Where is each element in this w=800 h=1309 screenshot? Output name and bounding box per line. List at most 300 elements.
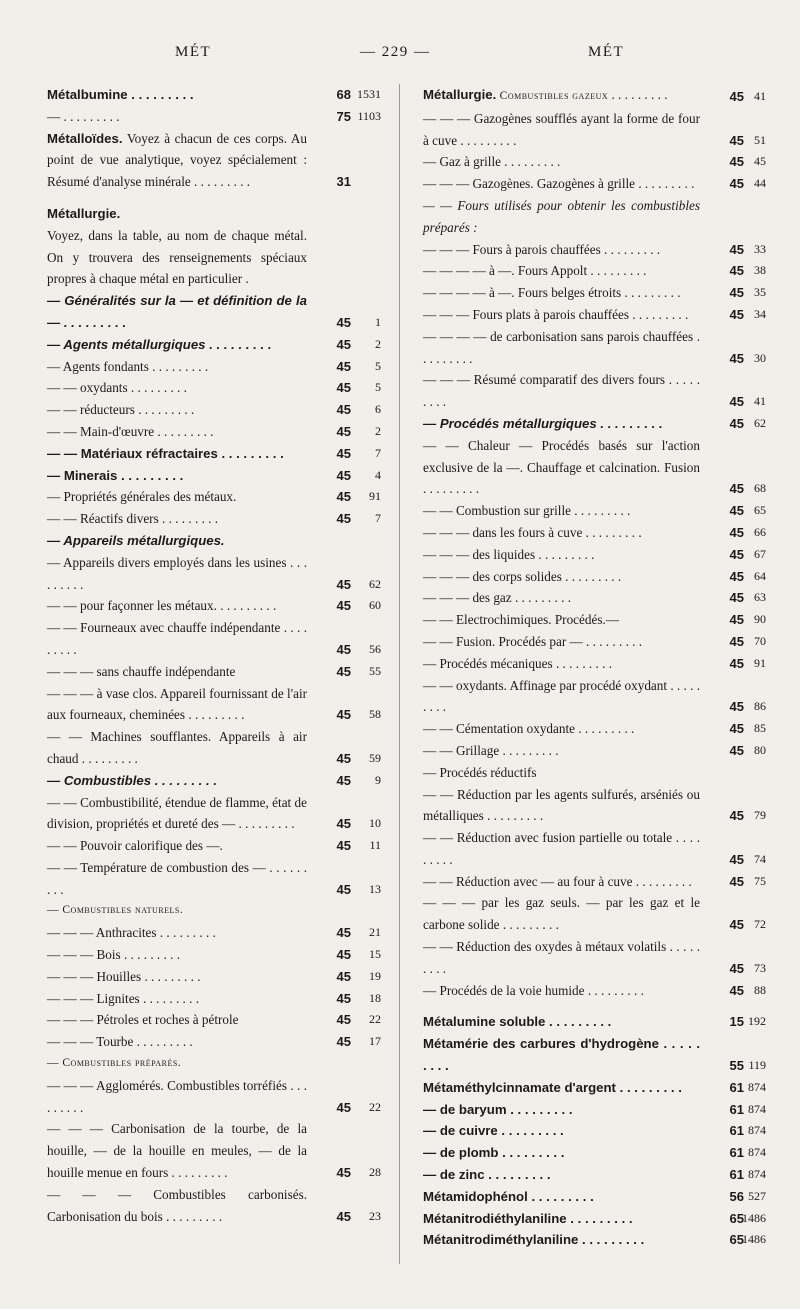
entry-text: — — Electrochimiques. Procédés.—: [423, 612, 619, 628]
page-reference: 15: [369, 947, 381, 962]
page-reference: 874: [748, 1123, 766, 1138]
index-entry: [47, 1031, 381, 1053]
entry-text: — — Matériaux réfractaires . . . . . . . . .: [47, 445, 284, 461]
page-reference: 86: [754, 699, 766, 714]
volume-number: 45: [336, 598, 351, 614]
index-entry: [47, 1118, 381, 1183]
volume-number: 45: [336, 1165, 351, 1181]
page-reference: 527: [748, 1188, 766, 1203]
volume-number: 45: [729, 721, 744, 737]
page-reference: 91: [754, 655, 766, 670]
index-entry: [47, 465, 381, 487]
index-entry: [47, 792, 381, 836]
entry-text: Métalloïdes. Voyez à chacun de ces corps. Au point de vue analytique, voyez spécialement : Résumé d'analyse minérale . . . . . . . . .: [47, 130, 307, 190]
entry-text: — — Réduction par les agents sulfurés, arséniés ou métalliques . . . . . . . . .: [423, 786, 700, 824]
dot-leader: . . . . . . . . .: [511, 590, 571, 606]
index-entry: [47, 290, 381, 334]
dot-leader: . . . . . . . . .: [535, 546, 595, 562]
dot-leader: . . . . . . . . .: [484, 1167, 551, 1183]
entry-text: — Appareils métallurgiques.: [47, 532, 225, 548]
entry-text: — — oxydants . . . . . . . . .: [47, 380, 187, 396]
volume-number: 45: [336, 641, 351, 657]
page-reference: 51: [754, 132, 766, 147]
entry-text: — de plomb . . . . . . . . .: [423, 1145, 565, 1161]
entry-text: — — — dans les fours à cuve . . . . . . . . .: [423, 524, 642, 540]
entry-text: — — — Gazogènes soufflés ayant la forme de four à cuve . . . . . . . . .: [423, 110, 700, 148]
page-reference: 22: [369, 1012, 381, 1027]
index-entry: [423, 892, 770, 936]
index-entry: [47, 966, 381, 988]
dot-leader: . . . . . . . . .: [566, 1210, 633, 1226]
entry-text: — — — Pétroles et roches à pétrole: [47, 1012, 239, 1028]
dot-leader: . . . . . . . . .: [151, 772, 217, 788]
entry-text: Métallurgie. Combustibles gazeux . . . . . . . . .: [423, 87, 668, 102]
index-entry: [423, 1099, 770, 1121]
volume-number: 45: [729, 808, 744, 824]
entry-text: — — — des liquides . . . . . . . . .: [423, 546, 595, 562]
page-reference: 21: [369, 925, 381, 940]
volume-number: 45: [729, 851, 744, 867]
dot-leader: . . . . . . . . .: [423, 677, 700, 715]
page-reference: 60: [369, 598, 381, 613]
page-reference: 66: [754, 524, 766, 539]
page-reference: 56: [369, 641, 381, 656]
volume-number: 45: [729, 546, 744, 562]
index-entry: [47, 443, 381, 465]
entry-text: — — — des corps solides . . . . . . . . .: [423, 568, 622, 584]
volume-number: 45: [729, 524, 744, 540]
volume-number: 55: [729, 1058, 744, 1074]
entry-text: — Combustibles . . . . . . . . .: [47, 772, 217, 788]
index-entry: [47, 835, 381, 857]
dot-leader: . . . . . . . . .: [628, 306, 689, 322]
page-reference: 33: [754, 241, 766, 256]
entry-text: — — Fourneaux avec chauffe indépendante . . . . . . . . .: [47, 620, 308, 657]
volume-number: 45: [729, 481, 744, 497]
entry-text: — Combustibles naturels.: [47, 904, 184, 917]
entry-text: — — Combustion sur grille . . . . . . . . .: [423, 503, 631, 519]
page-reference: 44: [754, 176, 766, 191]
dot-leader: . . . . . . . . .: [158, 511, 219, 527]
dot-leader: . . . . . . . . .: [127, 380, 187, 396]
entry-text: — — — Combustibles carbonisés. Carbonisation du bois . . . . . . . . .: [47, 1186, 307, 1224]
entry-text: — — Cémentation oxydante . . . . . . . . .: [423, 721, 635, 737]
dot-leader: . . . . . . . . .: [217, 445, 284, 461]
page-reference: 874: [748, 1101, 766, 1116]
page-reference: 55: [369, 663, 381, 678]
volume-number: 45: [729, 306, 744, 322]
page-reference: 59: [369, 750, 381, 765]
index-entry: [47, 486, 381, 508]
index-entry: [423, 653, 770, 675]
volume-number: 45: [729, 568, 744, 584]
entry-text: — — Chaleur — Procédés basés sur l'action exclusive de la —. Chauffage et calcination. Fusion . . . . . . . . .: [423, 437, 700, 497]
index-entry: [423, 260, 770, 282]
dot-leader: . . . . . . . . .: [600, 241, 661, 257]
index-entry: [47, 399, 381, 421]
index-entry: [47, 356, 381, 378]
volume-number: 45: [336, 467, 351, 483]
index-entry: [423, 84, 770, 108]
dot-leader: . . . . . . . . .: [615, 1079, 682, 1095]
volume-number: 45: [729, 394, 744, 410]
index-entry: [423, 522, 770, 544]
entry-text: — Appareils divers employés dans les usines . . . . . . . . .: [47, 554, 307, 592]
entry-text: — — Combustibilité, étendue de flamme, état de division, propriétés et dureté des — . . . . . . . . .: [47, 794, 307, 832]
index-entry: [423, 1164, 770, 1186]
page-reference: 2: [375, 423, 381, 438]
page-reference: 7: [375, 445, 381, 460]
volume-number: 45: [336, 1034, 351, 1050]
page-reference: 5: [375, 358, 381, 373]
page-reference: 19: [369, 968, 381, 983]
index-entry: [47, 225, 377, 290]
dot-leader: . . . . . . . . .: [499, 742, 559, 758]
dot-leader: . . . . . . . . .: [621, 285, 681, 301]
volume-number: 45: [336, 489, 351, 505]
volume-number: 61: [729, 1101, 744, 1117]
page-reference: 9: [375, 772, 381, 787]
entry-text: — Généralités sur la — et définition de la — . . . . . . . . .: [47, 293, 307, 330]
index-entry: [423, 239, 770, 261]
page-reference: 72: [754, 917, 766, 932]
index-entry: [47, 726, 381, 770]
volume-number: 45: [729, 982, 744, 998]
index-entry: [47, 857, 381, 901]
volume-number: 45: [729, 415, 744, 431]
header-right-keyword: MÉT: [588, 44, 625, 60]
entry-text: — Combustibles préparés.: [47, 1057, 182, 1070]
page-reference: 17: [369, 1034, 381, 1049]
dot-leader: . . . . . . . . .: [141, 968, 201, 984]
index-entry: [47, 1009, 381, 1031]
page-reference: 874: [748, 1145, 766, 1160]
volume-number: 68: [336, 87, 351, 102]
volume-number: 45: [336, 816, 351, 832]
page-reference: 73: [754, 960, 766, 975]
dot-leader: . . . . . . . . .: [47, 554, 307, 592]
index-entry: [423, 151, 770, 173]
entry-text: Métalbumine . . . . . . . . .: [47, 87, 194, 102]
page-reference: 13: [369, 881, 381, 896]
entry-text: — — — à vase clos. Appareil fournissant de l'air aux fourneaux, cheminées . . . . . . . . .: [47, 685, 307, 723]
entry-text: — . . . . . . . . .: [47, 108, 120, 124]
index-entry: [423, 326, 770, 370]
page-reference: 68: [754, 481, 766, 496]
page-reference: 58: [369, 707, 381, 722]
entry-text: — — Réduction des oxydes à métaux volatils . . . . . . . . .: [423, 939, 700, 976]
entry-text: — — Fusion. Procédés par — . . . . . . . . .: [423, 633, 643, 649]
index-entry: [423, 740, 770, 762]
index-entry: [47, 683, 381, 727]
page-reference: 1: [375, 314, 381, 329]
index-entry: [423, 1033, 770, 1077]
index-entry: [47, 1053, 377, 1075]
page-reference: 79: [754, 808, 766, 823]
entry-text: — — — Fours plats à parois chauffées . . . . . . . . .: [423, 306, 689, 322]
index-entry: [423, 108, 770, 152]
entry-text: — — Fours utilisés pour obtenir les combustibles préparés :: [423, 197, 700, 235]
index-entry: [47, 106, 381, 128]
index-entry: [47, 377, 381, 399]
entry-text: Métanitrodiéthylaniline . . . . . . . . .: [423, 1210, 633, 1226]
entry-text: — — — — à —. Fours Appolt . . . . . . . . .: [423, 263, 647, 279]
dot-leader: . . . . . . . . .: [139, 990, 200, 1006]
page-reference: 18: [369, 990, 381, 1005]
volume-number: 45: [336, 358, 351, 374]
index-entry: [423, 871, 770, 893]
header-left-keyword: MÉT: [175, 44, 212, 60]
dot-leader: . . . . . . . . .: [133, 1034, 193, 1050]
volume-number: 45: [336, 1208, 351, 1224]
dot-leader: . . . . . . . . .: [190, 174, 251, 190]
index-entry: [423, 282, 770, 304]
index-entry: [47, 421, 381, 443]
page-reference: 63: [754, 590, 766, 605]
entry-text: — — — Houilles . . . . . . . . .: [47, 968, 201, 984]
page-reference: 75: [754, 873, 766, 888]
page-reference: 88: [754, 982, 766, 997]
page-reference: 62: [754, 415, 766, 430]
index-entry: [47, 661, 381, 683]
entry-text: — — Grillage . . . . . . . . .: [423, 742, 559, 758]
entry-text: — Procédés mécaniques . . . . . . . . .: [423, 655, 612, 671]
dot-leader: . . . . . . . . .: [635, 176, 695, 192]
volume-number: 45: [336, 1099, 351, 1115]
index-entry: [423, 784, 770, 828]
entry-text: Voyez, dans la table, au nom de chaque métal. On y trouvera des renseignements spéciaux propres à chaque métal en particulier .: [47, 227, 307, 287]
index-entry: [423, 435, 770, 500]
index-entry: [423, 936, 770, 980]
entry-text: — — — Tourbe . . . . . . . . .: [47, 1034, 193, 1050]
page-reference: 65: [754, 503, 766, 518]
dot-leader: . . . . . . . . .: [120, 947, 180, 963]
volume-number: 65: [729, 1210, 744, 1226]
volume-number: 45: [336, 881, 351, 897]
index-entry: [47, 922, 381, 944]
volume-number: 61: [729, 1145, 744, 1161]
dot-leader: . . . . . . . . .: [527, 1188, 594, 1204]
entry-text: — Agents métallurgiques . . . . . . . . .: [47, 336, 272, 352]
dot-leader: . . . . . . . . .: [501, 154, 561, 170]
volume-number: 45: [729, 917, 744, 933]
entry-text: — — — par les gaz seuls. — par les gaz et le carbone solide . . . . . . . . .: [423, 895, 700, 933]
dot-leader: . . . . . . . . .: [168, 1165, 228, 1181]
volume-number: 61: [729, 1167, 744, 1183]
entry-text: — — — Résumé comparatif des divers fours . . . . . . . . .: [423, 372, 700, 410]
entry-text: — Procédés de la voie humide . . . . . . . . .: [423, 982, 644, 998]
dot-leader: . . . . . . . . .: [632, 873, 692, 889]
volume-number: 45: [729, 960, 744, 976]
dot-leader: . . . . . . . . .: [78, 750, 138, 766]
entry-text: — Gaz à grille . . . . . . . . .: [423, 154, 561, 170]
index-entry: [47, 203, 377, 225]
volume-number: 45: [336, 663, 351, 679]
index-entry: [423, 304, 770, 326]
volume-number: 45: [729, 132, 744, 148]
entry-text: — — — Lignites . . . . . . . . .: [47, 990, 200, 1006]
entry-text: — de zinc . . . . . . . . .: [423, 1167, 551, 1183]
right-column: [423, 84, 770, 1251]
volume-number: 45: [336, 445, 351, 461]
volume-number: 45: [729, 263, 744, 279]
page-reference: 80: [754, 742, 766, 757]
entry-text: Métanitrodiméthylaniline . . . . . . . . .: [423, 1232, 645, 1248]
dot-leader: . . . . . . . . .: [423, 328, 701, 366]
dot-leader: . . . . . . . . .: [457, 132, 517, 148]
dot-leader: . . . . . . . . .: [423, 372, 700, 410]
dot-leader: . . . . . . . . .: [47, 620, 308, 657]
index-entry: [47, 1184, 381, 1228]
page-reference: 874: [748, 1167, 766, 1182]
volume-number: 65: [729, 1232, 744, 1248]
page-reference: 1531: [357, 87, 381, 101]
entry-text: Métaméthylcinnamate d'argent . . . . . . . . .: [423, 1079, 682, 1095]
dot-leader: . . . . . . . . .: [47, 859, 308, 897]
volume-number: 45: [336, 750, 351, 766]
page-reference: 10: [369, 816, 381, 831]
entry-text: — — — Bois . . . . . . . . .: [47, 947, 180, 963]
dot-leader: . . . . . . . . .: [423, 939, 700, 976]
page-reference: 91: [369, 489, 381, 504]
entry-text: Métamidophénol . . . . . . . . .: [423, 1188, 594, 1204]
volume-number: 61: [729, 1123, 744, 1139]
volume-number: 45: [729, 699, 744, 715]
index-entry: [47, 988, 381, 1010]
index-entry: [423, 1142, 770, 1164]
page-reference: 41: [754, 394, 766, 409]
page-reference: 874: [748, 1079, 766, 1094]
volume-number: 45: [336, 707, 351, 723]
entry-text: — — Réactifs divers . . . . . . . . .: [47, 511, 219, 527]
volume-number: 45: [336, 380, 351, 396]
volume-number: 45: [336, 838, 351, 854]
page-reference: 2: [375, 336, 381, 351]
page-reference: 22: [369, 1099, 381, 1114]
dot-leader: . . . . . . . . .: [162, 1208, 223, 1224]
volume-number: 45: [336, 314, 351, 330]
dot-leader: . . . . . . . . .: [117, 467, 184, 483]
dot-leader: . . . . . . . . .: [499, 917, 559, 933]
index-entry: [423, 587, 770, 609]
entry-text: — — — Carbonisation de la tourbe, de la houille, — de la houille en meules, — de la houille menue en fours . . . . . . . . .: [47, 1121, 307, 1181]
dot-leader: . . . . . . . . .: [582, 524, 642, 540]
entry-text: — Agents fondants . . . . . . . . .: [47, 358, 209, 374]
page-header: [0, 44, 800, 68]
dot-leader: . . . . . . . . .: [552, 655, 612, 671]
section-gap: [423, 1001, 770, 1011]
volume-number: 45: [729, 873, 744, 889]
dot-leader: . . . . . . . . .: [506, 1101, 573, 1117]
entry-text: — — — — de carbonisation sans parois chauffées . . . . . . . . .: [423, 328, 701, 366]
page-reference: 30: [754, 350, 766, 365]
entry-text: — — Main-d'œuvre . . . . . . . . .: [47, 423, 214, 439]
entry-text: — de cuivre . . . . . . . . .: [423, 1123, 564, 1139]
page-reference: 85: [754, 721, 766, 736]
volume-number: 45: [336, 968, 351, 984]
page-number: — 229 —: [360, 44, 431, 60]
page-reference: 192: [748, 1014, 766, 1029]
entry-text: Métamérie des carbures d'hydrogène . . . . . . . . .: [423, 1036, 700, 1074]
dot-leader: . . . . . . . . .: [578, 1232, 645, 1248]
volume-number: 45: [729, 503, 744, 519]
volume-number: 45: [729, 742, 744, 758]
dot-leader: . . . . . . . . .: [582, 633, 643, 649]
index-entry: [47, 508, 381, 530]
index-entry: [423, 1120, 770, 1142]
volume-number: 45: [336, 576, 351, 592]
index-entry: [47, 128, 377, 193]
entry-text: — — Réduction avec — au four à cuve . . . . . . . . .: [423, 873, 692, 889]
page-reference: 62: [369, 576, 381, 591]
page-reference: 4: [375, 467, 381, 482]
dot-leader: . . . . . . . . .: [216, 598, 277, 614]
dot-leader: . . . . . . . . .: [498, 1145, 565, 1161]
entry-text: — Procédés métallurgiques . . . . . . . . .: [423, 415, 663, 431]
page-reference: 67: [754, 546, 766, 561]
entry-text: — — Réduction avec fusion partielle ou totale . . . . . . . . .: [423, 830, 700, 867]
index-entry: [47, 334, 381, 356]
index-entry: [423, 173, 770, 195]
entry-text: — Minerais . . . . . . . . .: [47, 467, 184, 483]
page-reference: 23: [369, 1208, 381, 1223]
dot-leader: . . . . . . . . .: [587, 263, 647, 279]
dot-leader: . . . . . . . . .: [185, 707, 245, 723]
index-entry: [423, 369, 770, 413]
page-reference: 35: [754, 285, 766, 300]
index-entry: [423, 1186, 770, 1208]
volume-number: 45: [336, 947, 351, 963]
entry-text: Métallurgie.: [47, 205, 121, 221]
entry-text: Métalumine soluble . . . . . . . . .: [423, 1014, 612, 1030]
index-entry: [47, 770, 381, 792]
index-entry: [47, 1075, 381, 1119]
dot-leader: . . . . . . . . .: [596, 415, 663, 431]
entry-text: — Procédés réductifs: [423, 764, 537, 780]
dot-leader: . . . . . . . . .: [154, 423, 214, 439]
volume-number: 45: [729, 285, 744, 301]
entry-text: — — Pouvoir calorifique des —.: [47, 838, 223, 854]
index-entry: [423, 718, 770, 740]
entry-text: — — — Fours à parois chauffées . . . . . . . . .: [423, 241, 661, 257]
volume-number: 45: [729, 241, 744, 257]
volume-number: 61: [729, 1079, 744, 1095]
dot-leader: . . . . . . . . .: [148, 358, 209, 374]
index-entry: [423, 544, 770, 566]
dot-leader: . . . . . . . . .: [156, 925, 216, 941]
entry-text: — — — — à —. Fours belges étroits . . . . . . . . .: [423, 285, 681, 301]
page-reference: 5: [375, 380, 381, 395]
index-entry: [423, 1208, 770, 1230]
volume-number: 45: [336, 402, 351, 418]
entry-text: — de baryum . . . . . . . . .: [423, 1101, 573, 1117]
section-gap: [47, 193, 377, 203]
dot-leader: . . . . . . . . .: [571, 503, 631, 519]
volume-number: 75: [336, 108, 351, 124]
index-entry: [47, 617, 381, 661]
index-entry: [423, 1077, 770, 1099]
index-entry: [423, 1011, 770, 1033]
entry-text: — — — Anthracites . . . . . . . . .: [47, 925, 216, 941]
dot-leader: . . . . . . . . .: [60, 108, 120, 124]
index-entry: [423, 675, 770, 719]
index-entry: [47, 595, 381, 617]
dot-leader: . . . . . . . . .: [127, 87, 194, 102]
index-entry: [423, 980, 770, 1002]
volume-number: 45: [729, 89, 744, 104]
entry-text: — — — Gazogènes. Gazogènes à grille . . . . . . . . .: [423, 176, 695, 192]
page-reference: 7: [375, 511, 381, 526]
